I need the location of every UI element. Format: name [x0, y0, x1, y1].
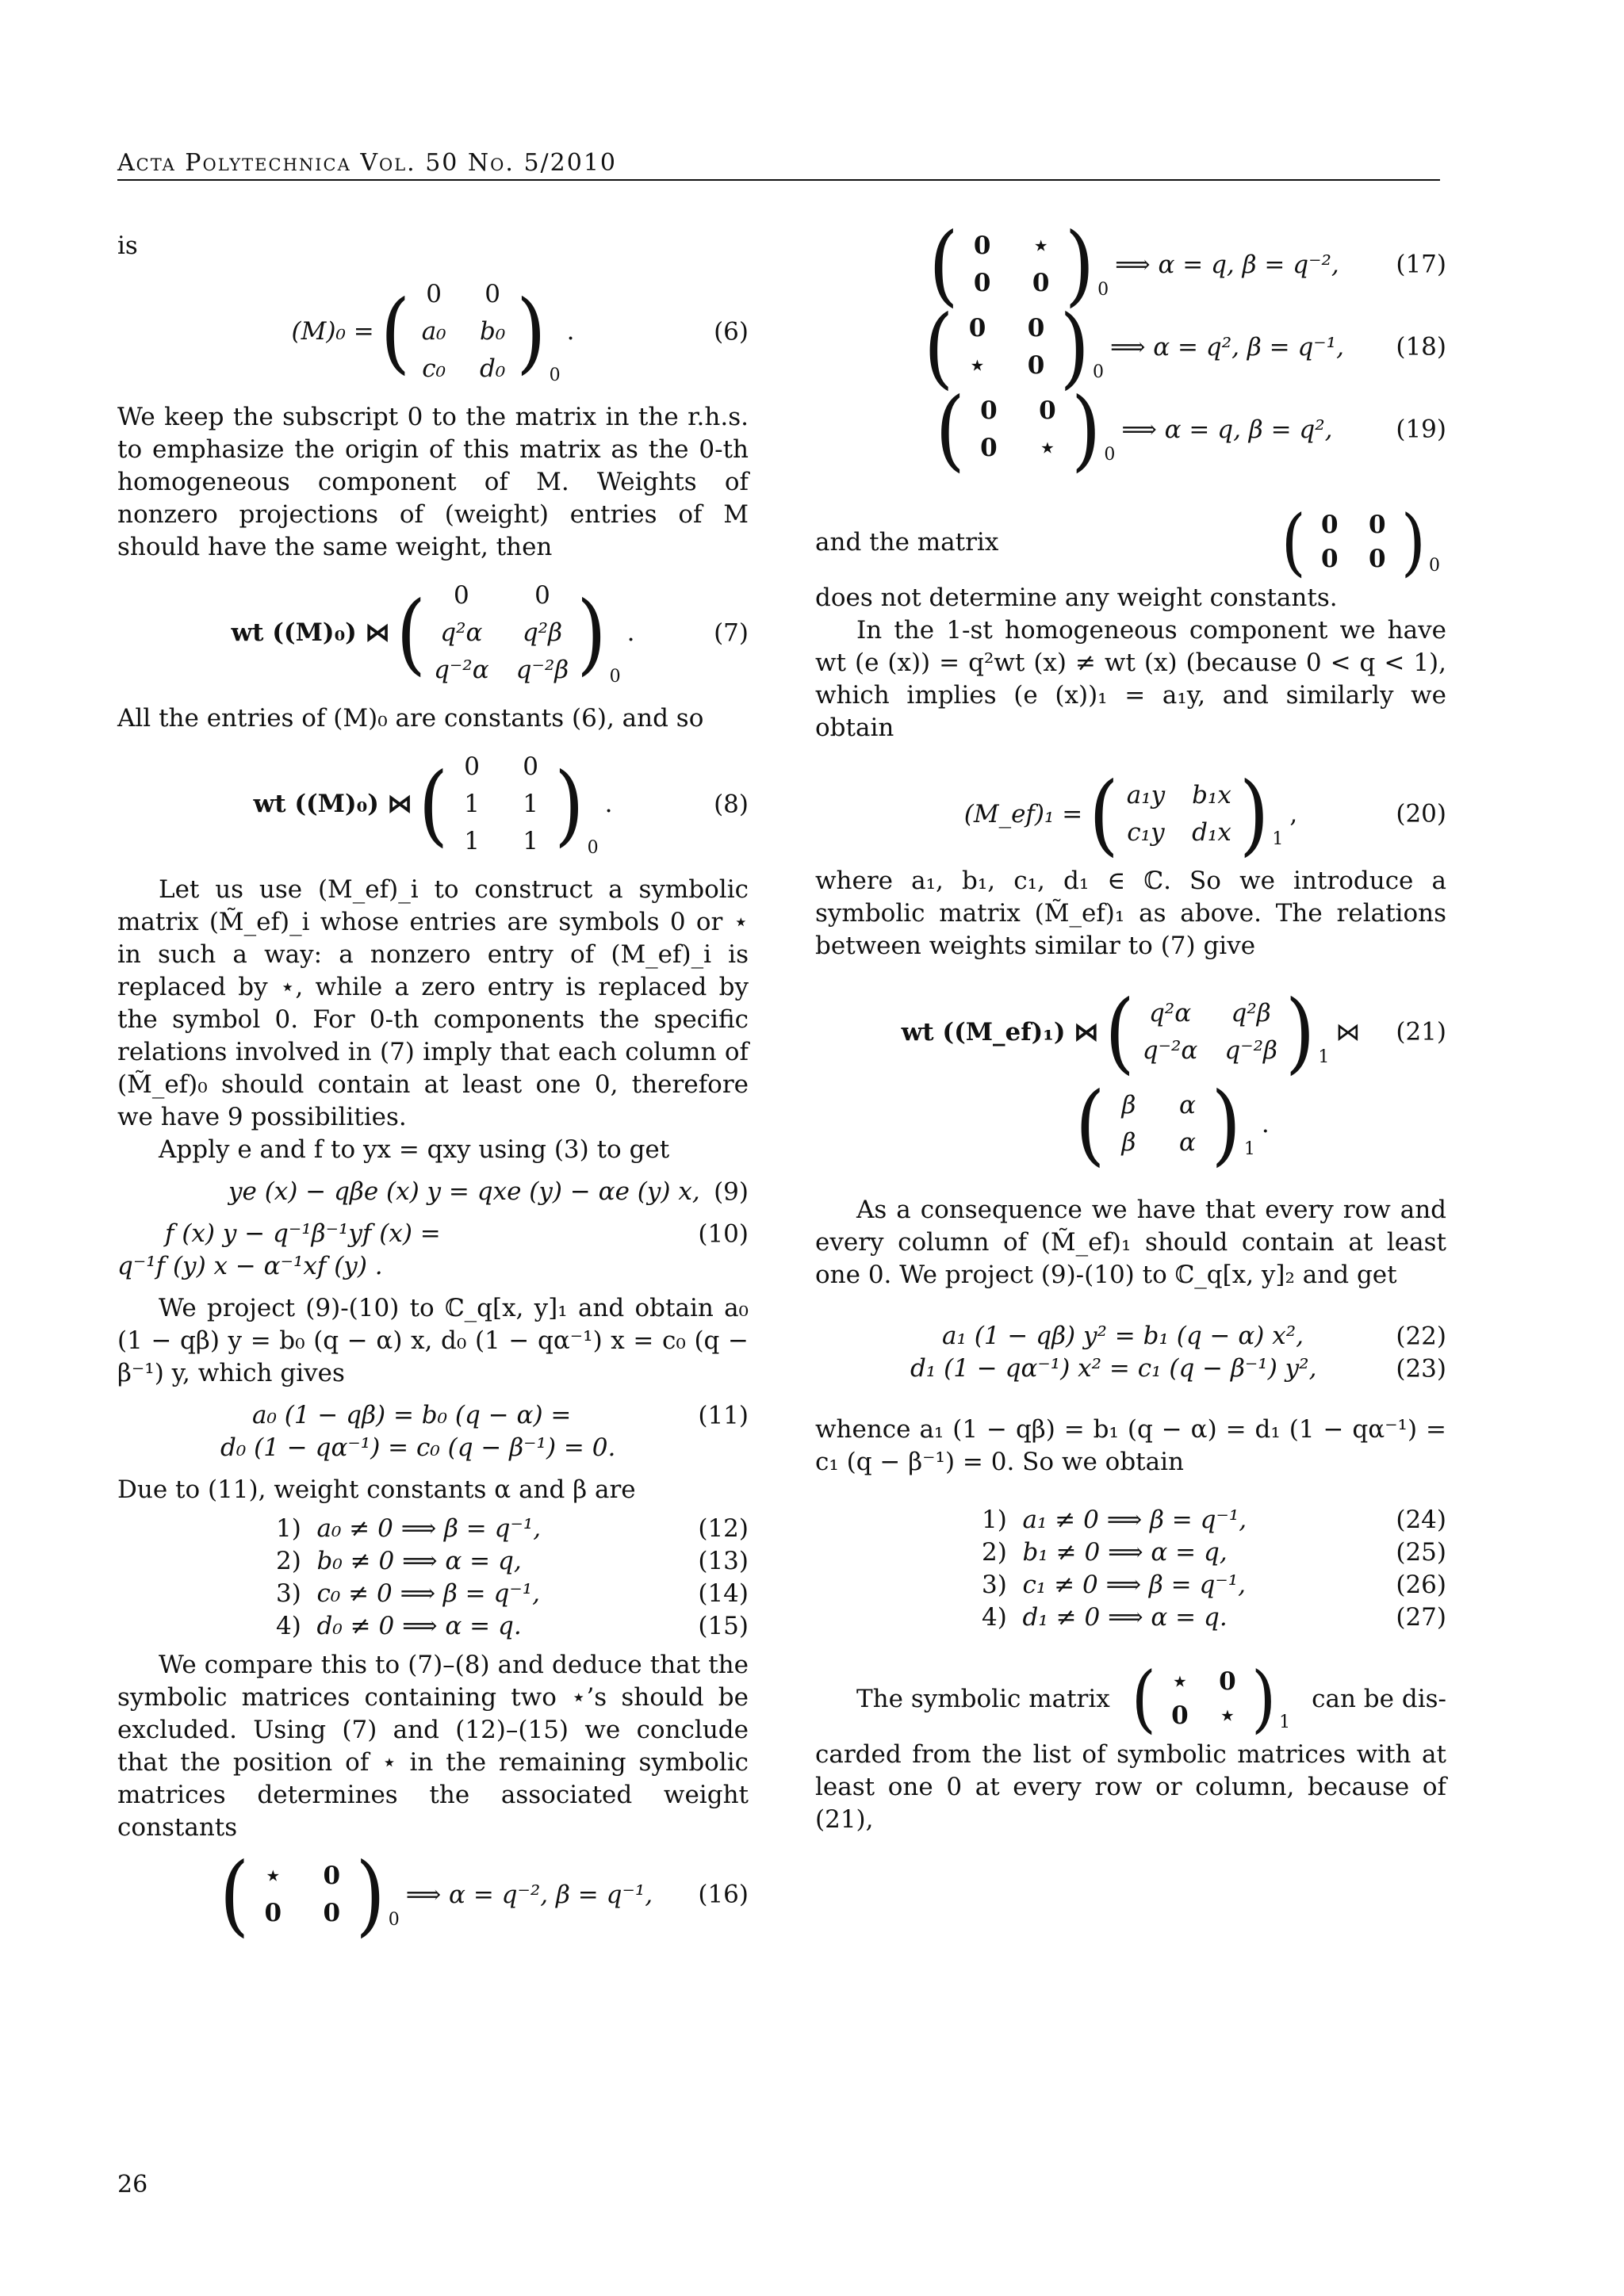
case-row: 3) c₀ ≠ 0 ⟹ β = q⁻¹, (14) [276, 1579, 749, 1608]
equation-20: (M_ef)₁ = ( a₁y b₁x c₁y d₁x ) 1 , (20) [963, 763, 1446, 866]
matrix-cell: 0 [973, 232, 991, 260]
matrix-cell: q⁻²α [434, 656, 489, 684]
matrix-cell: ⋆ [1172, 1667, 1188, 1696]
equation-21: wt ((M_ef)₁) ⋈ ( q²α q²β q⁻²α q⁻²β ) 1 ⋈ (21) [901, 981, 1446, 1084]
equation-9 [117, 1176, 749, 1208]
matrix-cell: a₁y [1126, 781, 1166, 809]
eq7-lhs: wt ((M)₀) ⋈ [231, 618, 390, 647]
equation-10-cont [117, 1250, 749, 1283]
matrix-16: ( ⋆ 0 0 0 ) 0 [219, 1843, 400, 1946]
matrix-cell: q⁻²α [1142, 1036, 1198, 1065]
matrix-cell: β [1121, 1128, 1136, 1157]
eq21-lhs: wt ((M_ef)₁) ⋈ [901, 1017, 1099, 1047]
matrix-subscript: 1 [1243, 1139, 1255, 1159]
equation-8: wt ((M)₀) ⋈ ( 0 0 1 1 1 1 ) 0 . (8) [117, 744, 749, 864]
matrix-cell: α [1178, 1091, 1196, 1119]
running-head: Acta Polytechnica Vol. 50 No. 5/2010 [117, 149, 618, 177]
equation-number: (7) [714, 618, 749, 647]
matrix-subscript: 0 [1092, 362, 1104, 382]
inline-matrix-line-2 [815, 1655, 1446, 1741]
page-number: 26 [117, 2171, 148, 2198]
matrix-cell: q²α [440, 618, 483, 647]
case-row: 2) b₀ ≠ 0 ⟹ α = q, (13) [276, 1547, 749, 1575]
eq20-lhs: (M_ef)₁ = [963, 799, 1083, 828]
matrix-cell: 0 [464, 752, 480, 781]
matrix-cell: b₀ [480, 317, 506, 346]
matrix-cell: 0 [980, 434, 998, 462]
matrix-19: ( 0 0 0 ⋆ ) 0 [935, 378, 1116, 481]
matrix-cell: 0 [1039, 396, 1056, 425]
paragraph-is: is [117, 232, 138, 260]
matrix-cell: β [1121, 1091, 1136, 1119]
matrix-cell: ⋆ [265, 1862, 282, 1890]
matrix-cell: 0 [980, 396, 998, 425]
matrix-21: ( q²α q²β q⁻²α q⁻²β ) 1 [1105, 981, 1330, 1084]
matrix-cell: q²α [1148, 999, 1192, 1027]
text: and the matrix [815, 527, 999, 557]
inline-matrix: ( ⋆ 0 0 ⋆ ) 1 [1131, 1655, 1291, 1741]
equation-number: (18) [1396, 332, 1446, 362]
matrix-6: ( 0 0 a₀ b₀ c₀ d₀ ) 0 [381, 272, 561, 392]
matrix-cell: α [1178, 1128, 1196, 1157]
matrix-cell: c₀ [422, 354, 446, 383]
eq6-lhs: (M)₀ = [291, 317, 374, 346]
equation-text: a₀ (1 − qβ) = b₀ (q − α) = [252, 1401, 572, 1429]
matrix-subscript: 0 [1429, 556, 1440, 576]
case-row: 3) c₁ ≠ 0 ⟹ β = q⁻¹, (26) [982, 1571, 1446, 1599]
matrix-cell: 0 [1032, 269, 1050, 297]
matrix-cell: 0 [1320, 511, 1339, 539]
paragraph: We project (9)-(10) to ℂ_q[x, y]₁ and obtain a₀ (1 − qβ) y = b₀ (q − α) x, d₀ (1 − qα⁻¹) x = c₀ (q − β⁻¹) y, which gives [117, 1294, 749, 1387]
paragraph: As a consequence we have that every row and every column of (M̃_ef)₁ should contain at least one 0. We project (9)-(10) to ℂ_q[x, y]₂ and get [815, 1196, 1446, 1289]
paragraph: We keep the subscript 0 to the matrix in the r.h.s. to emphasize the origin of this matrix as the 0-th homogeneous component of M. Weights of nonzero projections of (weight) entries of M should have the same weight, then [117, 403, 749, 561]
case-row: 4) d₁ ≠ 0 ⟹ α = q. (27) [982, 1603, 1446, 1632]
matrix-cell: 0 [264, 1899, 282, 1927]
equation-text: f (x) y − q⁻¹β⁻¹yf (x) = [165, 1219, 441, 1248]
equation-16 [117, 1843, 749, 1946]
paragraph: Apply e and f to yx = qxy using (3) to get [159, 1135, 670, 1164]
matrix-cell: d₁x [1192, 818, 1231, 847]
equation-text: ⟹ α = q, β = q², [1121, 415, 1333, 444]
eq8-lhs: wt ((M)₀) ⋈ [253, 790, 412, 818]
matrix-8: ( 0 0 1 1 1 1 ) 0 [419, 744, 599, 864]
matrix-cell: 0 [973, 269, 991, 297]
equation-text: ⟹ α = q, β = q⁻², [1115, 250, 1339, 279]
matrix-cell: ⋆ [1033, 232, 1049, 260]
matrix-subscript: 1 [1272, 829, 1284, 849]
matrix-cell: 1 [523, 790, 538, 818]
matrix-subscript: 0 [388, 1910, 400, 1930]
header-rule [117, 179, 1440, 181]
matrix-cell: 1 [523, 827, 538, 855]
equation-21-cont: ( β α β α ) 1 . [1075, 1073, 1270, 1176]
paragraph: carded from the list of symbolic matrices with at least one 0 at every row or column, because of (21), [815, 1740, 1446, 1834]
inline-matrix: ( 0 0 0 0 ) 0 [1281, 499, 1440, 584]
equation-number: (17) [1396, 250, 1446, 279]
matrix-cell: 0 [1027, 314, 1045, 342]
equation-10 [117, 1218, 749, 1250]
case-row: 1) a₁ ≠ 0 ⟹ β = q⁻¹, (24) [982, 1506, 1446, 1534]
matrix-cell: 0 [534, 581, 550, 610]
matrix-subscript: 0 [587, 838, 599, 858]
matrix-cell: c₁y [1127, 818, 1165, 847]
inline-matrix-line [815, 499, 1446, 584]
equation-text: ye (x) − qβe (x) y = qxe (y) − αe (y) x, [228, 1177, 700, 1206]
matrix-cell: ⋆ [1040, 434, 1055, 462]
paragraph: whence a₁ (1 − qβ) = b₁ (q − α) = d₁ (1 − qα⁻¹) = c₁ (q − β⁻¹) = 0. So we obtain [815, 1415, 1446, 1476]
paragraph: Due to (11), weight constants α and β are [117, 1475, 636, 1504]
matrix-cell: q²β [522, 618, 563, 647]
case-row: 1) a₀ ≠ 0 ⟹ β = q⁻¹, (12) [276, 1514, 749, 1543]
equation-number: (10) [698, 1219, 749, 1248]
equation-17 [815, 213, 1446, 316]
equation-11-cont [117, 1432, 749, 1464]
equation-text: d₁ (1 − qα⁻¹) x² = c₁ (q − β⁻¹) y², [910, 1354, 1317, 1383]
equation-number: (6) [714, 317, 749, 346]
matrix-cell: 1 [464, 790, 480, 818]
matrix-cell: b₁x [1192, 781, 1231, 809]
equation-text: ⟹ α = q², β = q⁻¹, [1109, 332, 1344, 362]
equation-number: (22) [1396, 1322, 1446, 1350]
matrix-cell: 0 [426, 280, 442, 308]
paragraph: In the 1-st homogeneous component we have wt (e (x)) = q²wt (x) ≠ wt (x) (because 0 < q < 1), which implies (e (x))₁ = a₁y, and similarly we obtain [815, 616, 1446, 742]
paragraph: does not determine any weight constants. [815, 584, 1338, 612]
equation-number: (9) [714, 1177, 749, 1206]
text: The symbolic matrix [856, 1684, 1110, 1713]
matrix-cell: q⁻²β [1224, 1036, 1277, 1065]
matrix-cell: 0 [1219, 1667, 1236, 1696]
equation-18 [815, 296, 1446, 399]
cases-12-15 [117, 1513, 749, 1643]
equation-number: (21) [1396, 1017, 1446, 1047]
paragraph: Let us use (M_ef)_i to construct a symbolic matrix (M̃_ef)_i whose entries are symbols 0 or ⋆ in such a way: a nonzero entry of (M_ef)_i is replaced by ⋆, while a zero entry is replaced by the symbol 0. For 0-th components the specific relations involved in (7) imply that each column of (M̃_ef)₀ should contain at least one 0, therefore we have 9 possibilities. [117, 875, 749, 1131]
right-column [815, 213, 1446, 1836]
matrix-subscript: 1 [1318, 1047, 1330, 1067]
matrix-cell: 0 [454, 581, 469, 610]
equation-22 [815, 1320, 1446, 1353]
matrix-cell: 0 [485, 280, 501, 308]
matrix-7: ( 0 0 q²α q²β q⁻²α q⁻²β ) 0 [396, 573, 621, 693]
paragraph: All the entries of (M)₀ are constants (6), and so [117, 704, 704, 733]
equation-7: wt ((M)₀) ⋈ ( 0 0 q²α q²β q⁻²α q⁻²β ) 0 . (7) [117, 573, 749, 693]
matrix-cell: 0 [523, 752, 538, 781]
equation-number: (16) [698, 1880, 749, 1909]
equation-number: (8) [714, 790, 749, 818]
equation-text: q⁻¹f (y) x − α⁻¹xf (y) . [117, 1252, 383, 1280]
matrix-cell: 0 [1320, 545, 1339, 573]
matrix-subscript: 0 [1104, 445, 1116, 465]
matrix-cell: a₀ [421, 317, 446, 346]
matrix-17: ( 0 ⋆ 0 0 ) 0 [929, 213, 1109, 316]
left-column [117, 230, 749, 1946]
matrix-subscript: 0 [1097, 280, 1109, 300]
paragraph: We compare this to (7)–(8) and deduce that the symbolic matrices containing two ⋆’s should be excluded. Using (7) and (12)–(15) we conclude that the position of ⋆ in the remaining symbolic matrices determines the associated weight constants [117, 1651, 749, 1842]
matrix-cell: 1 [464, 827, 480, 855]
matrix-cell: 0 [1171, 1701, 1189, 1730]
matrix-cell: d₀ [480, 354, 506, 383]
case-row: 2) b₁ ≠ 0 ⟹ α = q, (25) [982, 1538, 1446, 1567]
equation-11 [117, 1399, 749, 1432]
equation-19 [815, 378, 1446, 481]
matrix-cell: 0 [1368, 545, 1386, 573]
matrix-18: ( 0 0 ⋆ 0 ) 0 [924, 296, 1104, 399]
matrix-subscript: 0 [609, 667, 621, 687]
equation-number: (19) [1396, 415, 1446, 444]
equation-number: (11) [698, 1401, 749, 1429]
paragraph: where a₁, b₁, c₁, d₁ ∈ ℂ. So we introduce a symbolic matrix (M̃_ef)₁ as above. The relations between weights similar to (7) give [815, 867, 1446, 960]
equation-text: d₀ (1 − qα⁻¹) = c₀ (q − β⁻¹) = 0. [220, 1433, 616, 1462]
equation-number: (23) [1396, 1354, 1446, 1383]
matrix-subscript: 1 [1279, 1712, 1291, 1732]
equation-6: (M)₀ = ( 0 0 a₀ b₀ c₀ d₀ ) 0 . (6) [117, 272, 749, 392]
matrix-cell: q⁻²β [515, 656, 569, 684]
text: can be dis- [1312, 1684, 1446, 1713]
matrix-cell: 0 [323, 1899, 341, 1927]
case-row: 4) d₀ ≠ 0 ⟹ α = q. (15) [276, 1612, 749, 1640]
matrix-cell: q²β [1231, 999, 1271, 1027]
matrix-cell: 0 [323, 1862, 341, 1890]
equation-23 [815, 1353, 1446, 1385]
matrix-cell: 0 [1368, 511, 1386, 539]
equation-number: (20) [1396, 799, 1446, 828]
matrix-cell: ⋆ [969, 351, 986, 380]
matrix-cell: 0 [1027, 351, 1045, 380]
matrix-subscript: 0 [549, 365, 561, 385]
matrix-cell: 0 [968, 314, 986, 342]
matrix-21b: ( β α β α ) 1 [1075, 1073, 1255, 1176]
equation-text: a₁ (1 − qβ) y² = b₁ (q − α) x², [942, 1322, 1304, 1350]
matrix-cell: ⋆ [1220, 1701, 1235, 1730]
cases-24-27 [815, 1504, 1446, 1634]
equation-text: ⟹ α = q⁻², β = q⁻¹, [405, 1880, 653, 1909]
matrix-20: ( a₁y b₁x c₁y d₁x ) 1 [1089, 763, 1284, 866]
